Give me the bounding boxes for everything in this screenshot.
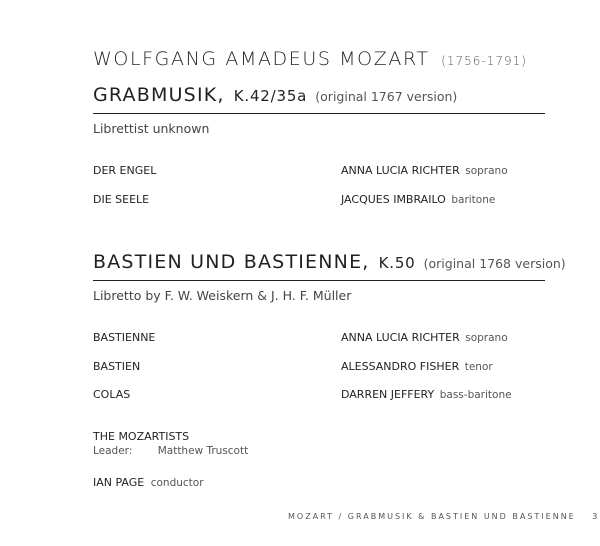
singer-name: DARREN JEFFERY — [341, 388, 435, 401]
singer-name: ALESSANDRO FISHER — [341, 360, 460, 373]
conductor-name: IAN PAGE — [93, 476, 145, 489]
page-number: 3 — [592, 512, 598, 521]
composer-dates: (1756-1791) — [441, 54, 527, 68]
work1-role-1: DER ENGEL — [93, 164, 157, 177]
composer-name: WOLFGANG AMADEUS MOZART — [93, 48, 430, 70]
page-footer — [288, 512, 597, 521]
work1-version: (original 1767 version) — [315, 89, 458, 104]
singer-voice: baritone — [451, 194, 496, 206]
singer-voice: soprano — [465, 332, 508, 344]
work1-singer-1 — [341, 164, 508, 177]
singer-name: JACQUES IMBRAILO — [341, 193, 446, 206]
work2-catalogue: K.50 — [378, 254, 416, 272]
work2-name: BASTIEN UND BASTIENNE, — [93, 251, 370, 273]
work2-title — [93, 251, 566, 273]
ensemble-leader — [93, 445, 248, 457]
conductor-credit — [93, 476, 204, 489]
work2-singer-2 — [341, 360, 493, 373]
work1-role-2: DIE SEELE — [93, 193, 150, 206]
work1-catalogue: K.42/35a — [233, 87, 308, 105]
ensemble-name: THE MOZARTISTS — [93, 430, 190, 443]
singer-voice: bass-baritone — [439, 389, 512, 401]
singer-name: ANNA LUCIA RICHTER — [341, 331, 460, 344]
work2-librettist: Libretto by F. W. Weiskern & J. H. F. Müller — [93, 288, 352, 303]
singer-name: ANNA LUCIA RICHTER — [341, 164, 460, 177]
work2-singer-1 — [341, 331, 508, 344]
work2-role-1: BASTIENNE — [93, 331, 156, 344]
running-title: MOZART / GRABMUSIK & BASTIEN UND BASTIENNE — [288, 512, 576, 521]
composer-heading — [93, 48, 527, 70]
singer-voice: tenor — [464, 361, 493, 373]
leader-label: Leader: — [93, 445, 133, 457]
work2-role-3: COLAS — [93, 388, 131, 401]
leader-name: Matthew Truscott — [157, 445, 249, 457]
work2-singer-3 — [341, 388, 512, 401]
work2-divider — [93, 280, 545, 281]
conductor-role: conductor — [150, 477, 204, 489]
work1-name: GRABMUSIK, — [93, 84, 225, 106]
work2-version: (original 1768 version) — [423, 256, 566, 271]
work2-role-2: BASTIEN — [93, 360, 141, 373]
work1-title — [93, 84, 457, 106]
work1-divider — [93, 113, 545, 114]
work1-singer-2 — [341, 193, 495, 206]
work1-librettist: Librettist unknown — [93, 121, 210, 136]
singer-voice: soprano — [465, 165, 508, 177]
